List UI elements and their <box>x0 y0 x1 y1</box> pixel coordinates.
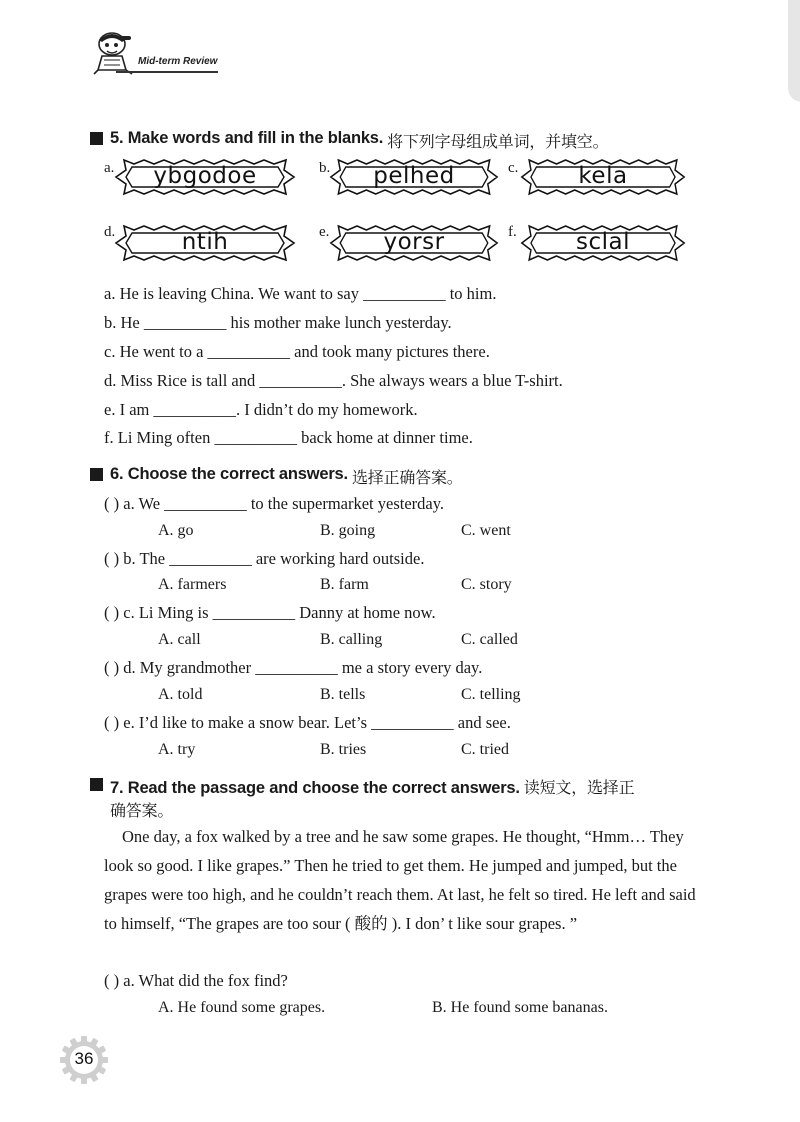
header-rule <box>116 71 218 73</box>
answer-option: B. He found some bananas. <box>432 999 608 1016</box>
page-edge-tab <box>788 0 800 102</box>
question-stem: ( ) a. We __________ to the supermarket yesterday. <box>104 494 445 513</box>
answer-option: A. call <box>158 631 201 648</box>
section-bullet-icon <box>90 778 103 791</box>
scramble-badge <box>329 158 511 196</box>
section-bullet-icon <box>90 468 103 481</box>
scramble-badge <box>114 158 296 196</box>
scramble-letter: a. <box>104 160 115 176</box>
fill-blank-sentence: e. I am __________. I didn’t do my homework. <box>104 400 418 419</box>
section-7-title <box>90 775 634 821</box>
section-5-title <box>90 129 608 152</box>
scramble-badge <box>329 224 499 262</box>
scramble-word: ntih <box>181 229 229 255</box>
running-header <box>88 30 218 78</box>
scramble-letter: c. <box>508 160 519 176</box>
section-6-title-en: 6. Choose the correct answers. <box>110 465 348 483</box>
scramble-word: kela <box>578 163 628 189</box>
section-6-title-cn: 选择正确答案。 <box>351 468 463 487</box>
answer-option: C. story <box>461 576 512 593</box>
scramble-word: yorsr <box>383 229 445 255</box>
fill-blank-sentence: c. He went to a __________ and took many pictures there. <box>104 342 490 361</box>
page-number-badge <box>60 1036 108 1084</box>
scramble-badge <box>520 224 686 262</box>
answer-option: A. farmers <box>158 576 227 593</box>
section-5-title-cn: 将下列字母组成单词，并填空。 <box>387 132 609 151</box>
cartoon-boy-icon <box>88 30 136 76</box>
answer-option: A. try <box>158 741 196 758</box>
scramble-letter: b. <box>319 160 331 176</box>
section-7-title-cn-cont: 确答案。 <box>110 801 174 820</box>
scramble-letter: d. <box>104 224 116 240</box>
scramble-letter: e. <box>319 224 330 240</box>
answer-option: A. told <box>158 686 203 703</box>
section-7-title-en: 7. Read the passage and choose the correct answers. <box>110 779 520 797</box>
scramble-word: pelhed <box>373 163 455 189</box>
question-stem: ( ) a. What did the fox find? <box>104 971 288 990</box>
fill-blank-sentence: a. He is leaving China. We want to say __________ to him. <box>104 284 497 303</box>
section-6-title <box>90 465 463 488</box>
question-stem: ( ) e. I’d like to make a snow bear. Let’s __________ and see. <box>104 713 511 732</box>
fill-blank-sentence: f. Li Ming often __________ back home at dinner time. <box>104 428 473 447</box>
question-stem: ( ) c. Li Ming is __________ Danny at home now. <box>104 603 436 622</box>
answer-option: A. go <box>158 522 194 539</box>
section-7-title-cn: 读短文，选择正 <box>523 778 635 797</box>
scramble-badge <box>520 158 686 196</box>
reading-passage <box>104 822 704 938</box>
scramble-letter: f. <box>508 224 517 240</box>
answer-option: B. tells <box>320 686 366 703</box>
header-label: Mid-term Review <box>138 56 218 67</box>
scramble-word: ybgodoe <box>153 163 257 189</box>
answer-option: B. tries <box>320 741 367 758</box>
scramble-badge <box>114 224 296 262</box>
fill-blank-sentence: d. Miss Rice is tall and __________. She always wears a blue T-shirt. <box>104 371 563 390</box>
answer-option: B. going <box>320 522 376 539</box>
question-stem: ( ) b. The __________ are working hard outside. <box>104 549 425 568</box>
page-number: 36 <box>74 1049 94 1068</box>
answer-option: B. farm <box>320 576 369 593</box>
section-bullet-icon <box>90 132 103 145</box>
question-stem: ( ) d. My grandmother __________ me a story every day. <box>104 658 483 677</box>
answer-option: C. tried <box>461 741 509 758</box>
section-5-title-en: 5. Make words and fill in the blanks. <box>110 129 384 147</box>
answer-option: A. He found some grapes. <box>158 999 326 1016</box>
fill-blank-sentence: b. He __________ his mother make lunch yesterday. <box>104 313 452 332</box>
answer-option: C. called <box>461 631 518 648</box>
scramble-word: sclal <box>575 229 630 255</box>
answer-option: B. calling <box>320 631 383 648</box>
answer-option: C. telling <box>461 686 521 703</box>
answer-option: C. went <box>461 522 511 539</box>
passage-text: One day, a fox walked by a tree and he saw some grapes. He thought, “Hmm… They look so good. I like grapes.” Then he tried to get them. He jumped and jumped, but the grapes were too high, and he couldn’t reach them. At last, he felt so tired. He left and said to himself, “The grapes are too sour ( 酸的 ). I don’ t like sour grapes. ” <box>104 827 696 933</box>
